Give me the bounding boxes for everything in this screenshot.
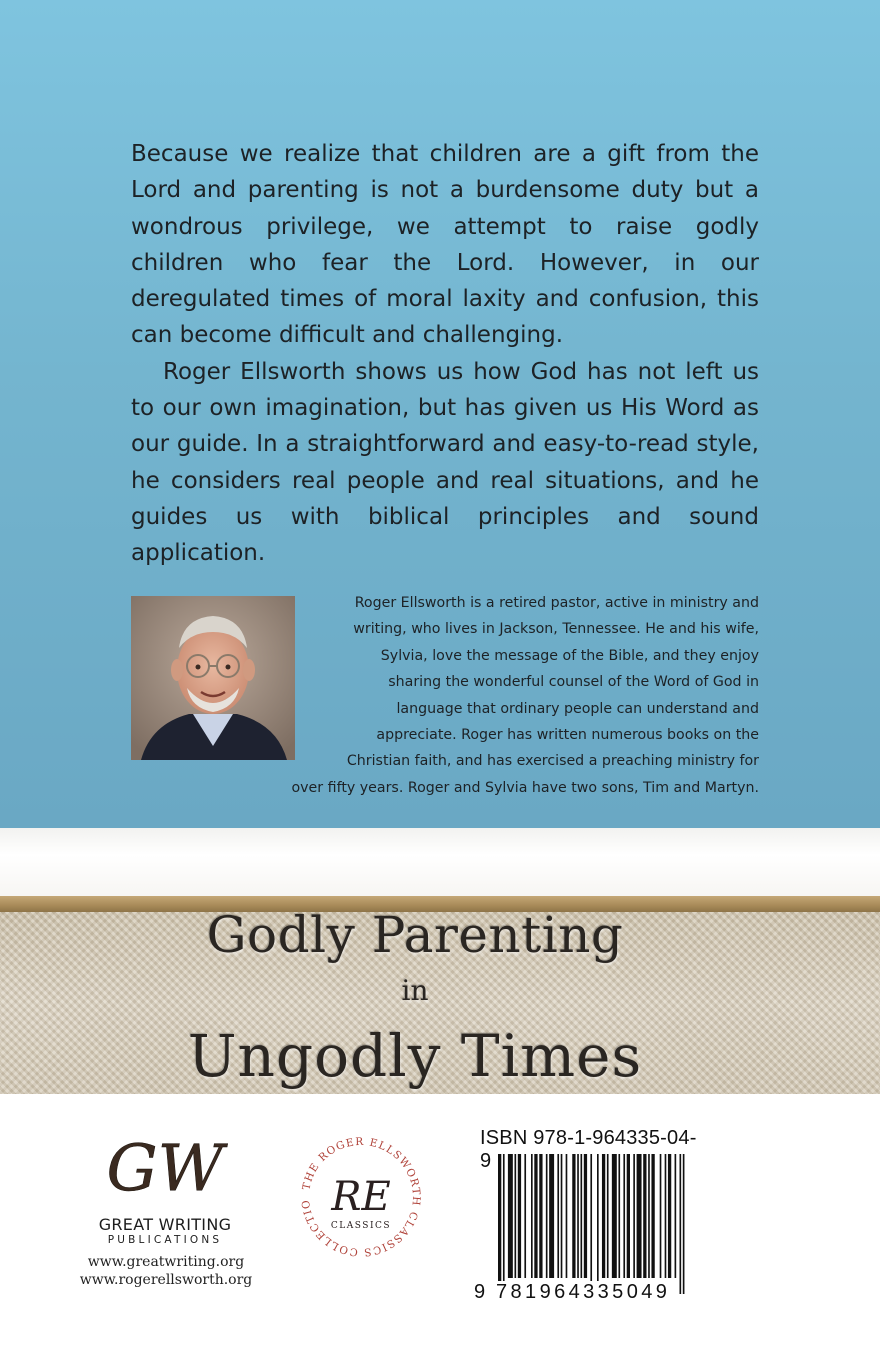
barcode-bar: [597, 1154, 599, 1294]
barcode-bar: [651, 1154, 654, 1278]
barcode-bar: [648, 1154, 650, 1278]
barcode-bar: [546, 1154, 548, 1278]
barcode-bar: [515, 1154, 517, 1278]
barcode-bar: [607, 1154, 609, 1278]
book-blurb: [131, 136, 759, 572]
seal-classics-label: CLASSICS: [330, 1221, 392, 1231]
author-bio-line: over fifty years. Roger and Sylvia have two sons, Tim and Martyn.: [291, 779, 759, 796]
author-bio-line: writing, who lives in Jackson, Tennessee. He and his wife,: [353, 621, 759, 638]
seal-ring-text: THE ROGER ELLSWORTH CLASSICS COLLECTIO: [299, 1135, 423, 1259]
barcode-bar: [665, 1154, 667, 1278]
blurb-paragraph-1: Because we realize that children are a gift from the Lord and parenting is not a burdensome duty but a wondrous privilege, we attempt to raise godly children who fear the Lord. However, in our deregulated times of moral laxity and confusion, this can become difficult and challenging.: [131, 141, 759, 349]
barcode-bar: [531, 1154, 533, 1278]
author-bio-line: appreciate. Roger has written numerous books on the: [376, 727, 759, 744]
classics-collection-seal: [296, 1132, 426, 1262]
barcode-bar: [561, 1154, 563, 1278]
barcode-bar: [602, 1154, 605, 1278]
barcode-bar: [660, 1154, 662, 1278]
barcode-bar: [590, 1154, 592, 1294]
author-bio-line: Sylvia, love the message of the Bible, and they enjoy: [380, 647, 759, 664]
barcode-bar: [627, 1154, 630, 1278]
barcode-bar: [584, 1154, 587, 1278]
barcode-bar: [498, 1154, 501, 1294]
barcode-bar: [623, 1154, 625, 1278]
publisher-subtitle: PUBLICATIONS: [107, 1234, 223, 1246]
barcode-bar: [680, 1154, 682, 1294]
barcode-bar: [643, 1154, 646, 1278]
barcode-digits: 781964335049: [496, 1281, 671, 1303]
author-bio-line: Roger Ellsworth is a retired pastor, active in ministry and: [354, 595, 759, 611]
barcode-bar: [612, 1154, 617, 1278]
seal-monogram: RE: [331, 1174, 391, 1220]
barcode-bar: [534, 1154, 537, 1278]
barcode-bar: [618, 1154, 620, 1278]
barcode-bar: [549, 1154, 554, 1278]
barcode-bar: [566, 1154, 568, 1278]
book-title-line-3: Ungodly Times: [187, 1022, 643, 1090]
barcode-bar: [518, 1154, 521, 1278]
barcode-bar: [524, 1154, 526, 1278]
great-writing-logo: [106, 1108, 224, 1208]
barcode-bar: [675, 1154, 677, 1278]
barcode-bar: [557, 1154, 559, 1278]
barcode-bar: [668, 1154, 671, 1278]
barcode-bar: [577, 1154, 579, 1278]
barcode-bar: [637, 1154, 642, 1278]
barcode-bar: [581, 1154, 583, 1278]
author-bio-line: Christian faith, and has exercised a preaching ministry for: [346, 753, 759, 770]
publisher-website-link[interactable]: www.greatwriting.org: [87, 1254, 245, 1270]
great-writing-monogram: GW: [106, 1132, 224, 1206]
isbn-label: ISBN 978-1-964335-04-9: [480, 1127, 697, 1172]
barcode-bar: [683, 1154, 685, 1294]
barcode-bar: [508, 1154, 513, 1278]
wall-baseboard: [0, 828, 880, 896]
barcode-bar: [503, 1154, 505, 1294]
publisher-name: GREAT WRITING: [98, 1215, 232, 1234]
barcode-bar: [633, 1154, 635, 1278]
author-bio: [246, 590, 759, 801]
author-bio-line: language that ordinary people can understand and: [396, 700, 759, 717]
barcode-bar: [539, 1154, 542, 1278]
book-title-line-1: Godly Parenting: [206, 906, 624, 964]
blurb-paragraph-2: Roger Ellsworth shows us how God has not left us to our own imagination, but has given us His Word as our guide. In a straightforward and easy-to-read style, he considers real people and real situations, and he guides us with biblical principles and sound application.: [131, 358, 759, 567]
barcode-bar: [572, 1154, 575, 1278]
author-bio-line: sharing the wonderful counsel of the Word of God in: [388, 674, 759, 691]
barcode-digit-first: 9: [474, 1281, 486, 1303]
book-title-line-2: in: [401, 974, 429, 1007]
author-website-link[interactable]: www.rogerellsworth.org: [79, 1272, 253, 1288]
